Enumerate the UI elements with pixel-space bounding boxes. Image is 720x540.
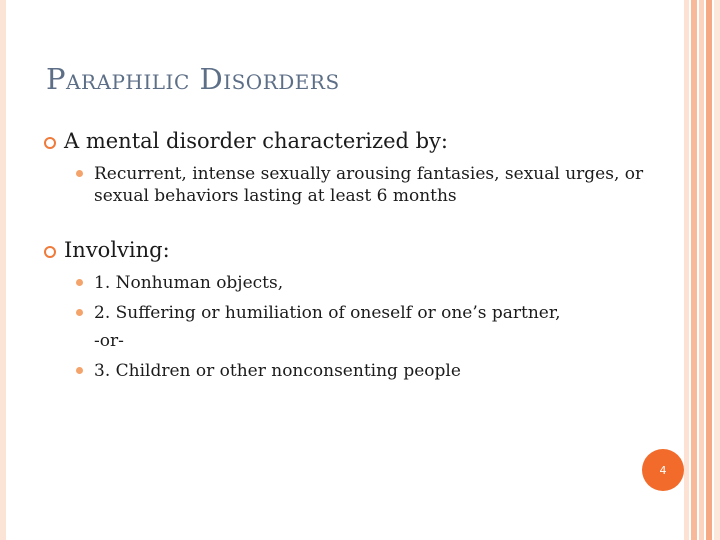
dot-bullet-icon [76,367,83,374]
slide-content [44,128,644,390]
bullet-continuation [44,330,644,352]
dot-bullet-icon [76,279,83,286]
ring-bullet-icon [44,246,56,258]
left-border [0,0,6,540]
bullet-level1 [44,237,644,264]
page-number-badge: 4 [642,449,684,491]
decorative-stripes [684,0,720,540]
bullet-text: Recurrent, intense sexually arousing fantasies, sexual urges, or sexual behaviors lasting at least 6 months [94,164,644,206]
ring-bullet-icon [44,137,56,149]
slide-title: Paraphilic Disorders [46,62,340,96]
dot-bullet-icon [76,170,83,177]
bullet-level2 [44,360,644,382]
bullet-text: 1. Nonhuman objects, [94,273,284,293]
bullet-text: A mental disorder characterized by: [64,129,448,153]
bullet-text: 2. Suffering or humiliation of oneself or one’s partner, [94,303,561,323]
bullet-text: -or- [94,331,124,351]
bullet-level2 [44,163,644,207]
bullet-text: 3. Children or other nonconsenting people [94,361,461,381]
bullet-level2 [44,272,644,294]
bullet-level2 [44,302,644,324]
dot-bullet-icon [76,309,83,316]
bullet-level1 [44,128,644,155]
bullet-text: Involving: [64,238,170,262]
